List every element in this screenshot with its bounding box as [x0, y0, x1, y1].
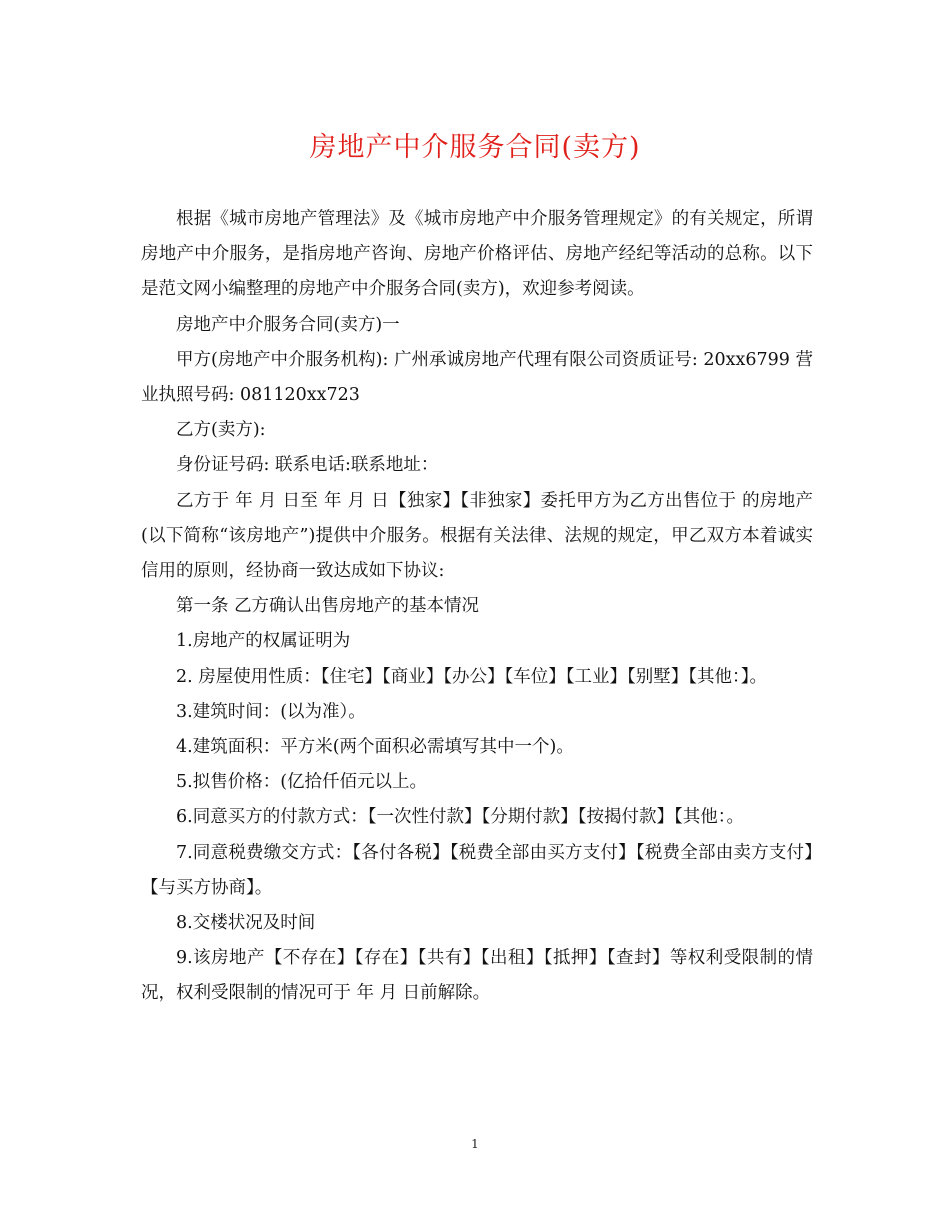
paragraph-intro: 根据《城市房地产管理法》及《城市房地产中介服务管理规定》的有关规定，所谓房地产中介服务，是指房地产咨询、房地产价格评估、房地产经纪等活动的总称。以下是范文网小编整理的房地产中介服务合同(卖方)，欢迎参考阅读。 [141, 209, 813, 300]
document-body [141, 202, 813, 1012]
paragraph-item-6: 6.同意买方的付款方式：【一次性付款】【分期付款】【按揭付款】【其他：。 [176, 807, 744, 828]
paragraph-entrustment: 乙方于 年 月 日至 年 月 日【独家】【非独家】委托甲方为乙方出售位于 的房地产(以下简称“该房地产”)提供中介服务。根据有关法律、法规的规定，甲乙双方本着诚实信用的原则，经协商一致达成如下协议: [141, 490, 813, 582]
paragraph-item-7: 7.同意税费缴交方式：【各付各税】【税费全部由买方支付】【税费全部由卖方支付】【与买方协商】。 [141, 842, 813, 898]
paragraph-contract-heading: 房地产中介服务合同(卖方)一 [176, 314, 400, 335]
paragraph-party-b: 乙方(卖方): [176, 420, 266, 441]
paragraph-item-5: 5.拟售价格：(亿拾仟佰元以上。 [176, 772, 428, 793]
paragraph-id-contact: 身份证号码: 联系电话:联系地址： [176, 455, 439, 476]
paragraph-article-1: 第一条 乙方确认出售房地产的基本情况 [176, 596, 480, 617]
paragraph-item-9: 9.该房地产【不存在】【存在】【共有】【出租】【抵押】【查封】等权利受限制的情况，权利受限制的情况可于 年 月 日前解除。 [141, 948, 813, 1004]
paragraph-item-2: 2. 房屋使用性质：【住宅】【商业】【办公】【车位】【工业】【别墅】【其他：】。 [176, 666, 768, 687]
paragraph-party-a: 甲方(房地产中介服务机构): 广州承诚房地产代理有限公司资质证号: 20xx6799 营业执照号码: 081120xx723 [141, 349, 813, 406]
paragraph-item-8: 8.交楼状况及时间 [176, 913, 316, 934]
document-title: 房地产中介服务合同(卖方) [309, 132, 641, 163]
paragraph-item-3: 3.建筑时间：(以为准）。 [176, 701, 366, 722]
paragraph-item-1: 1.房地产的权属证明为 [176, 631, 351, 652]
paragraph-item-4: 4.建筑面积：平方米(两个面积必需填写其中一个)。 [176, 737, 574, 758]
page-number: 1 [471, 1137, 479, 1151]
